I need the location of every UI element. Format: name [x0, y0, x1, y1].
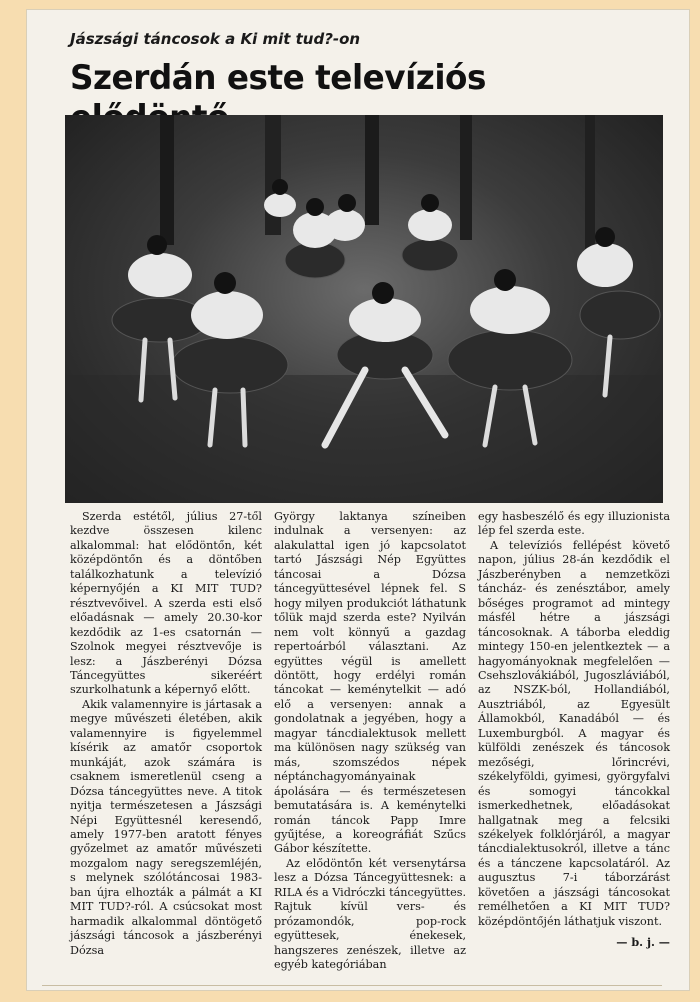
dancers-illustration	[65, 115, 663, 503]
paragraph: A televíziós fellépést követő napon, július 28-án kezdődik el Jászberényben a nemzetközi táncház- és zenésztábor, amely bőséges programot ad mintegy másfél hétre a jászsági táncosoknak. A táborba eleddig mintegy 150-en jelentkeztek — a hagyományoknak megfelelően — Csehszlovákiából, Jugoszláviából, az NSZK-ból, Hollandiából, Ausztriából, az Egyesült Államokból, Kanadából — és Luxemburgból. A magyar és külföldi zenészek és táncosok mezőségi, lőrincrévi, székelyföldi, gyimesi, györgyfalvi és somogyi táncokkal ismerkedhetnek, előadásokat hallgatnak meg a felcsiki székelyek folklórjáról, a magyar táncdialektusokról, illetve a tánc és a tánczene kapcsolatáról. Az augusztus 7-i táborzárást követően a jászsági táncosokat remélhetően a KI MIT TUD? középdöntőjén láthatjuk viszont.	[478, 538, 670, 928]
kicker: Jászsági táncosok a Ki mit tud?-on	[70, 30, 361, 48]
paragraph: egy hasbeszélő és egy illuzionista lép fel szerda este.	[478, 510, 670, 538]
article-column-1	[70, 510, 262, 973]
byline: — b. j. —	[616, 935, 670, 950]
article-body	[70, 510, 670, 973]
article-column-2	[274, 510, 466, 973]
paragraph: Szerda estétől, július 27-től kezdve összesen kilenc alkalommal: hat elődöntőn, két középdöntőn és a döntőben találkozhatunk a televízió képernyőjén a KI MIT TUD? résztvevőivel. A szerda esti első előadásnak — amely 20.30-kor kezdődik az 1-es csatornán — Szolnok megyei résztvevője is lesz: a Jászberényi Dózsa Táncegyüttes sikeréért szurkolhatunk a képernyő előtt.	[70, 510, 262, 697]
article-column-3	[478, 510, 670, 973]
paragraph: Az elődöntőn két versenytársa lesz a Dózsa Táncegyüttesnek: a RILA és a Vidróczki táncegyüttes. Rajtuk kívül vers- és prózamondók, pop-rock együttesek, énekesek, hangszeres zenészek, illetve az egyéb kategóriában	[274, 856, 466, 972]
paragraph: Akik valamennyire is jártasak a megye művészeti életében, akik valamennyire is figyelemmel kísérik az amatőr csoportok munkáját, azok számára is csaknem ismeretlenül cseng a Dózsa táncegyüttes neve. A titok nyitja természetesen a Jászsági Népi Együttesnél keresendő, amely 1977-ben aratott fényes győzelmet az amatőr művészeti mozgalom nagy seregszemléjén, s melynek szólótáncosai 1983-ban újra elhozták a pálmát a KI MIT TUD?-ról. A csúcsokat most harmadik alkalommal döntögető jászsági táncosok a jászberényi Dózsa	[70, 697, 262, 957]
news-photo	[65, 115, 663, 503]
bottom-rule	[42, 985, 662, 986]
paragraph: György laktanya színeiben indulnak a versenyen: az alakulattal igen jó kapcsolatot tartó Jászsági Nép Együttes táncosai a Dózsa táncegyüttesével lépnek fel. S hogy milyen produkciót láthatunk tőlük majd szerda este? Nyilván nem volt könnyű a gazdag repertoárból választani. Az együttes végül is amellett döntött, hogy erdélyi román táncokat — keménytelkit — adó elő a versenyen: annak a gondolatnak a jegyében, hogy a magyar táncdialektusok mellett ma különösen nagy szükség van más, szomszédos népek néptánchagyományainak ápolására — és természetesen bemutatására is. A keménytelki román táncok Papp Imre gyűjtése, a koreográfiát Szűcs Gábor készítette.	[274, 510, 466, 856]
headline: Szerdán este televíziós	[70, 58, 486, 98]
